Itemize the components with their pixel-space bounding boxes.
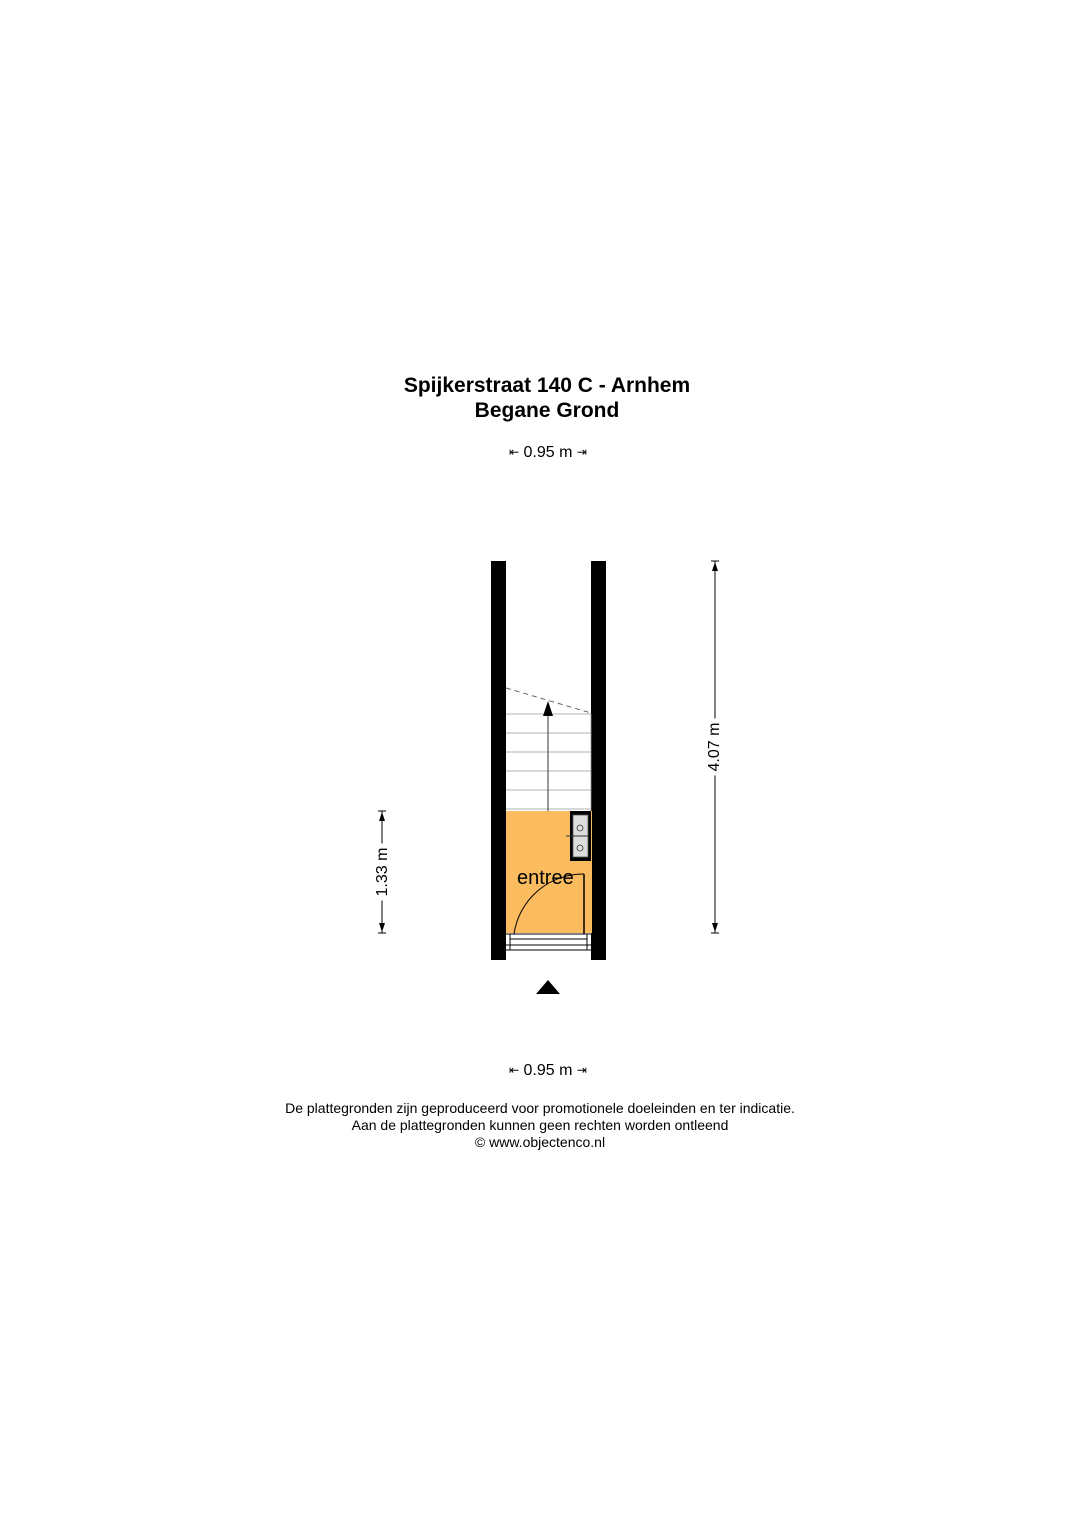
wall-left bbox=[491, 561, 506, 960]
dimension-arrow-up-icon bbox=[712, 562, 718, 571]
front-frame bbox=[506, 934, 591, 950]
disclaimer-line-2: Aan de plattegronden kunnen geen rechten worden ontleend bbox=[351, 1117, 729, 1133]
plan-title: Spijkerstraat 140 C - Arnhem bbox=[403, 374, 691, 397]
north-marker-icon bbox=[536, 980, 560, 994]
top-width-label: 0.95 m bbox=[523, 444, 573, 461]
wall-right bbox=[591, 561, 606, 960]
dimension-arrow-down-icon bbox=[712, 923, 718, 932]
total-length-label: 4.07 m bbox=[705, 719, 725, 776]
dimension-arrow-left-icon: ⇤ bbox=[509, 1063, 520, 1077]
room-label-entree: entree bbox=[517, 867, 574, 889]
dimension-arrow-right-icon: ⇥ bbox=[576, 1063, 587, 1077]
dimension-arrow-left-icon: ⇤ bbox=[509, 445, 520, 459]
copyright-link[interactable]: © www.objectenco.nl bbox=[474, 1134, 606, 1150]
disclaimer-line-1: De plattegronden zijn geproduceerd voor promotionele doeleinden en ter indicatie. bbox=[285, 1100, 795, 1116]
dimension-arrow-right-icon: ⇥ bbox=[576, 445, 587, 459]
stair-arrow-icon bbox=[543, 701, 553, 716]
bottom-width-dimension bbox=[498, 1060, 598, 1081]
entree-length-label: 1.33 m bbox=[373, 844, 393, 901]
floor-name: Begane Grond bbox=[474, 399, 620, 422]
bottom-width-label: 0.95 m bbox=[523, 1062, 573, 1079]
